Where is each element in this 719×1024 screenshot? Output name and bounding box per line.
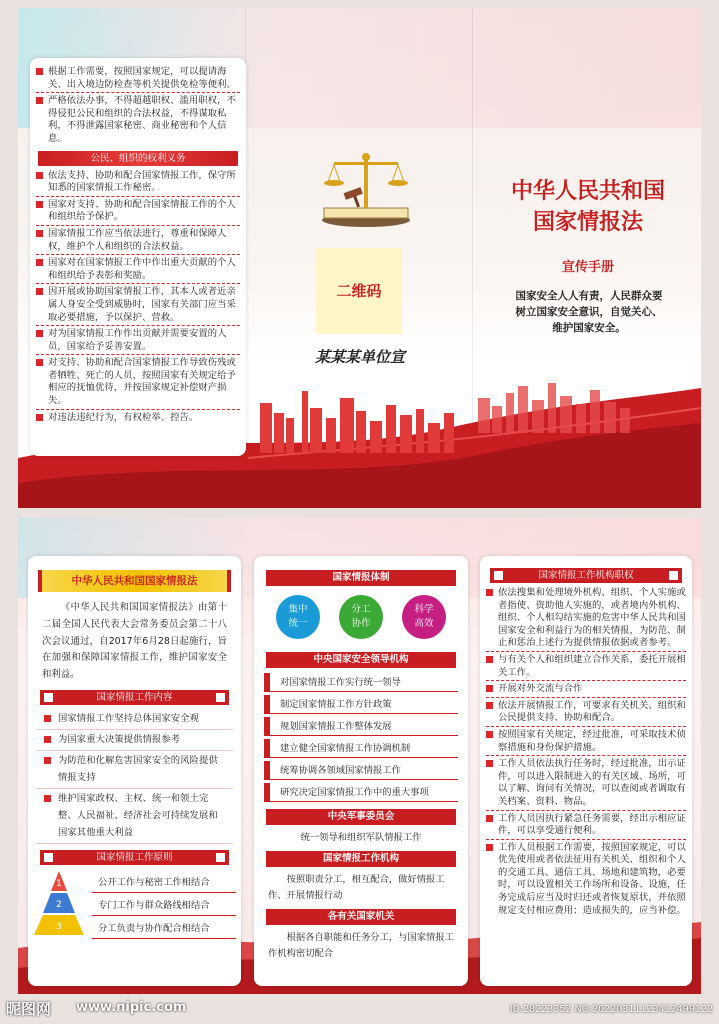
bullet-square-icon bbox=[36, 97, 43, 104]
cover-subtitle: 宣传手册 bbox=[561, 260, 614, 275]
image-id-text: ID:28223352 NO:20220311123412499122 bbox=[509, 1004, 713, 1015]
section-heading: 国家情报工作机构职权 bbox=[490, 568, 682, 583]
agency-text: 按照职责分工，相互配合，做好情报工作、开展情报行动 bbox=[268, 874, 445, 901]
bullet-square-icon bbox=[486, 589, 493, 596]
circle-badge: 科学 高效 bbox=[402, 595, 446, 639]
list-item: 开展对外交流与合作 bbox=[480, 681, 692, 697]
brochure-inside-sheet bbox=[18, 518, 701, 994]
central-duty-item: 对国家情报工作实行统一领导 bbox=[264, 673, 458, 692]
cover-title: 中华人民共和国 国家情报法 bbox=[510, 178, 665, 235]
bullet-square-icon bbox=[44, 795, 51, 802]
list-item: 因开展或协助国家情报工作，其本人或者近亲属人身安全受到威胁时，国家有关部门应当采取必要措施，予以保护、营救。 bbox=[30, 284, 246, 325]
pyramid-number: 2 bbox=[56, 899, 62, 910]
central-duty-item: 统筹协调各领域国家情报工作 bbox=[264, 761, 458, 780]
city-skyline bbox=[478, 378, 701, 433]
section-heading: 国家情报工作内容 bbox=[40, 690, 229, 705]
principles-block bbox=[28, 865, 241, 940]
section-heading: 各有关国家机关 bbox=[266, 909, 456, 925]
bullet-square-icon bbox=[486, 731, 493, 738]
list-item: 依法开展情报工作，可要求有关机关、组织和公民提供支持、协助和配合。 bbox=[480, 698, 692, 726]
rights-list bbox=[30, 168, 246, 426]
bullet-square-icon bbox=[44, 715, 51, 722]
pyramid-graphic bbox=[34, 871, 84, 937]
bullet-square-icon bbox=[36, 201, 43, 208]
bullet-square-icon bbox=[36, 288, 43, 295]
list-item: 根据工作需要，按照国家规定，可以提请海关、出入境边防检查等机关提供免检等便利。 bbox=[30, 64, 246, 92]
list-item: 与有关个人和组织建立合作关系，委托开展相关工作。 bbox=[480, 652, 692, 680]
bullet-square-icon bbox=[486, 685, 493, 692]
law-title-banner: 中华人民共和国国家情报法 bbox=[38, 570, 231, 592]
bullet-square-icon bbox=[36, 172, 43, 179]
circle-badge: 集中 统一 bbox=[276, 595, 320, 639]
section-heading: 中央军事委员会 bbox=[266, 809, 456, 825]
principle-item: 专门工作与群众路线相结合 bbox=[92, 896, 236, 916]
list-item: 严格依法办事，不得超越职权、滥用职权，不得侵犯公民和组织的合法权益，不得谋取私利，不得泄露国家秘密、商业秘密和个人信息。 bbox=[30, 93, 246, 146]
list-item: 工作人员依法执行任务时，经过批准，出示证件，可以进入限制进入的有关区域、场所，可以了解、询问有关情况，可以查阅或者调取有关档案、资料、物品。 bbox=[480, 756, 692, 809]
law-intro-text: 《中华人民共和国国家情报法》由第十二届全国人民代表大会常务委员会第二十八次会议通过，自2017年6月28日起施行，旨在加强和保障国家情报工作，维护国家安全和利益。 bbox=[42, 602, 227, 681]
bullet-square-icon bbox=[486, 656, 493, 663]
list-item: 维护国家政权、主权、统一和领土完整、人民福祉、经济社会可持续发展和国家其他重大利益 bbox=[36, 789, 233, 844]
bullet-square-icon bbox=[44, 736, 51, 743]
footer-bar bbox=[0, 994, 719, 1024]
bullet-square-icon bbox=[36, 359, 43, 366]
law-intro-panel bbox=[28, 556, 241, 986]
rights-duties-panel bbox=[30, 58, 246, 456]
list-item: 工作人员根据工作需要，按照国家规定，可以优先使用或者依法征用有关机关、组织和个人的交通工具、通信工具、场地和建筑物，必要时，可以设置相关工作场所和设备、设施，任务完成后应当及时归还或者恢复原状，并依照规定支付相应费用；造成损失的，应当补偿。 bbox=[480, 840, 692, 919]
bullet-square-icon bbox=[486, 702, 493, 709]
principle-list bbox=[92, 873, 236, 939]
bullet-square-icon bbox=[486, 760, 493, 767]
section-heading: 国家情报工作机构 bbox=[266, 851, 456, 867]
list-item: 为防范和化解危害国家安全的风险提供情报支持 bbox=[36, 751, 233, 789]
bullet-square-icon bbox=[36, 259, 43, 266]
central-duty-item: 研究决定国家情报工作中的重大事项 bbox=[264, 783, 458, 802]
list-item: 对为国家情报工作作出贡献并需要安置的人员，国家给予妥善安置。 bbox=[30, 326, 246, 354]
bullet-square-icon bbox=[36, 330, 43, 337]
bullet-square-icon bbox=[36, 230, 43, 237]
qr-code-placeholder: 二维码 bbox=[316, 248, 402, 334]
brochure-outside-sheet bbox=[18, 8, 701, 508]
agency-powers-panel bbox=[480, 556, 692, 986]
list-item: 依法搜集和处理境外机构、组织、个人实施或者指使、资助他人实施的，或者境内外机构、组织、个人相勾结实施的危害中华人民共和国国家安全和利益行为的相关情报，为防范、制止和惩治上述行为提供情报依据或者参考。 bbox=[480, 585, 692, 651]
list-item: 对支持、协助和配合国家情报工作导致伤残或者牺牲、死亡的人员，按照国家有关规定给予相应的抚恤优待，并按国家规定补偿财产损失。 bbox=[30, 355, 246, 408]
other-text: 根据各自职能和任务分工，与国家情报工作机构密切配合 bbox=[268, 932, 454, 959]
cover-slogan: 国家安全人人有责，人民群众要 树立国家安全意识，自觉关心、 维护国家安全。 bbox=[515, 290, 663, 334]
bullet-square-icon bbox=[36, 68, 43, 75]
site-logo: 昵图网 bbox=[6, 1000, 52, 1018]
powers-list bbox=[480, 585, 692, 918]
list-item: 为国家重大决策提供情报参考 bbox=[36, 730, 233, 751]
list-item: 国家对在国家情报工作中作出重大贡献的个人和组织给予表彰和奖励。 bbox=[30, 255, 246, 283]
list-item: 国家情报工作应当依法进行，尊重和保障人权，维护个人和组织的合法权益。 bbox=[30, 226, 246, 254]
central-duty-item: 建立健全国家情报工作协调机制 bbox=[264, 739, 458, 758]
scales-of-justice-icon bbox=[316, 148, 416, 228]
city-skyline bbox=[250, 383, 465, 453]
pyramid-number: 3 bbox=[56, 921, 62, 932]
central-duty-item: 制定国家情报工作方针政策 bbox=[264, 695, 458, 714]
central-list bbox=[254, 673, 468, 802]
central-duty-item: 规划国家情报工作整体发展 bbox=[264, 717, 458, 736]
principle-circles bbox=[254, 591, 468, 647]
section-heading: 国家情报体制 bbox=[266, 570, 456, 586]
bullet-square-icon bbox=[44, 757, 51, 764]
bullet-square-icon bbox=[486, 844, 493, 851]
principle-item: 公开工作与秘密工作相结合 bbox=[92, 873, 236, 893]
section-heading: 公民、组织的权利义务 bbox=[38, 151, 238, 166]
section-heading: 中央国家安全领导机构 bbox=[266, 652, 456, 668]
circle-badge: 分工 协作 bbox=[339, 595, 383, 639]
military-text: 统一领导和组织军队情报工作 bbox=[300, 832, 422, 843]
bullet-square-icon bbox=[36, 414, 43, 421]
list-item: 工作人员因执行紧急任务需要，经出示相应证件，可以享受通行便利。 bbox=[480, 811, 692, 839]
intelligence-system-panel bbox=[254, 556, 468, 986]
list-item: 按照国家有关规定，经过批准，可采取技术侦察措施和身份保护措施。 bbox=[480, 727, 692, 755]
list-item: 国家情报工作坚持总体国家安全观 bbox=[36, 709, 233, 730]
list-item: 依法支持、协助和配合国家情报工作，保守所知悉的国家情报工作秘密。 bbox=[30, 168, 246, 196]
organization-name: 某某某单位宣 bbox=[314, 348, 405, 366]
principle-item: 分工负责与协作配合相结合 bbox=[92, 919, 236, 939]
pyramid-number: 1 bbox=[56, 878, 62, 889]
list-item: 对违法违纪行为，有权检举、控告。 bbox=[30, 410, 246, 426]
list-item: 国家对支持、协助和配合国家情报工作的个人和组织给予保护。 bbox=[30, 197, 246, 225]
bullet-square-icon bbox=[486, 815, 493, 822]
section-heading: 国家情报工作原则 bbox=[40, 850, 229, 865]
site-url: www.nipic.com bbox=[76, 1000, 187, 1015]
content-list bbox=[28, 709, 241, 844]
